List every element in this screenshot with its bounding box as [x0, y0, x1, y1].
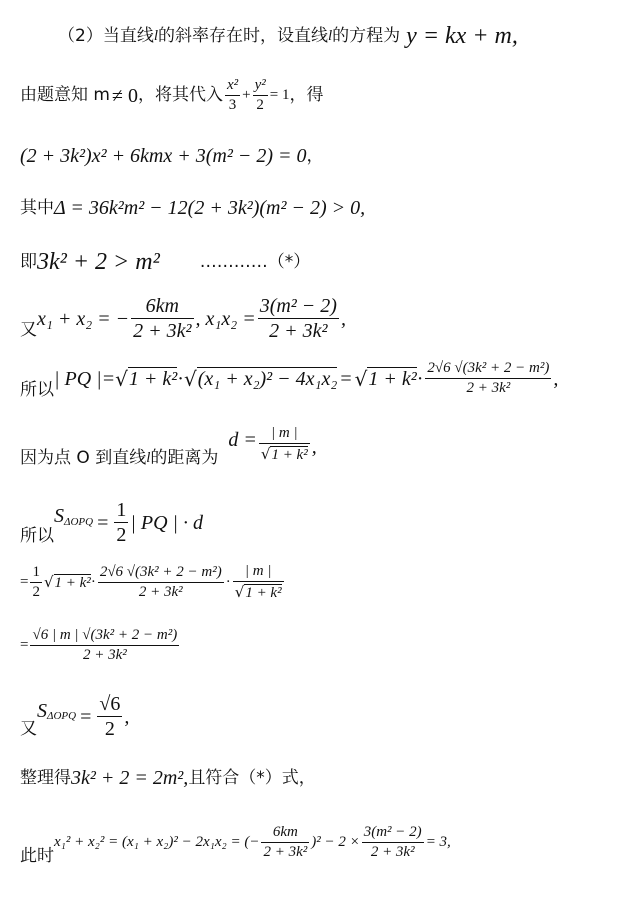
half-den: 2	[116, 524, 127, 546]
line-13	[20, 768, 316, 788]
line-10-dot: ·	[90, 574, 96, 591]
half-num: 1	[116, 499, 127, 521]
line-10-half-den: 2	[32, 584, 40, 601]
area-sub: ΔOPQ	[64, 516, 94, 528]
line-14	[20, 820, 451, 865]
line-1-mid2: 的方程为	[332, 25, 401, 46]
line-10-frac-den: 2 + 3k²	[138, 584, 183, 601]
sum-squares: x₁² + x₂² = (x₁ + x₂)² − 2x₁x₂ = (−	[54, 834, 260, 850]
line-8-mid: 的距离为	[150, 448, 219, 468]
line-3-post: ，	[306, 145, 324, 166]
line-3	[20, 146, 324, 166]
vieta-product: , x₁x₂ =	[195, 307, 256, 330]
relation-equation: 3k² + 2 = 2m²,	[71, 767, 189, 789]
line-10-frac	[98, 565, 224, 600]
line-4-pre: 其中	[20, 197, 54, 218]
area-value-den: 2	[104, 718, 115, 740]
vieta-sum-frac	[131, 296, 193, 341]
line-2	[20, 78, 323, 113]
star-label: …………（*）	[199, 251, 311, 272]
ellipse-y-num: y²	[253, 78, 268, 96]
vieta-product-num: 3(m² − 2)	[259, 295, 337, 317]
inequality-star: 3k² + 2 > m²	[37, 249, 160, 275]
line-10-dist-num: | m |	[233, 564, 284, 582]
ellipse-x-num: x²	[225, 78, 240, 96]
line-7-comma: ,	[553, 367, 559, 390]
vieta-sum-num: 6km	[131, 296, 193, 319]
area-S: S	[54, 504, 64, 527]
line-11-frac	[30, 628, 179, 663]
line-10-sqrt: 1 + k²	[54, 575, 91, 591]
line-9-pre: 所以	[20, 526, 54, 546]
vieta-product-den: 2 + 3k²	[269, 320, 328, 342]
ellipse-term-x	[225, 78, 240, 113]
line-10-frac-num: 2√6 √(3k² + 2 − m²)	[98, 565, 224, 583]
line-9	[20, 500, 203, 545]
area-sub-2: ΔOPQ	[47, 710, 77, 722]
line-8	[20, 426, 317, 467]
area-S-2: S	[37, 699, 47, 722]
sum-squares-frac-2	[362, 825, 424, 860]
sqrt-1: 1 + k²	[128, 368, 178, 390]
chord-num: 2√6 √(3k² + 2 − m²)	[425, 361, 551, 379]
dot-1: ·	[177, 367, 184, 390]
line-7: 所以 | PQ |= √ 1 + k² · √ (x₁ + x₂)² − 4x₁x₂ = √ 1 + k² · $\frac{\text{2√6 √(3k² + 2 − m²)}}{\text{2 + 3k²}}$ ,	[20, 360, 559, 400]
distance-num: | m |	[259, 426, 310, 444]
chord-length: | PQ |=	[54, 367, 116, 390]
line-1-mid: 的斜率存在时，设直线	[158, 25, 328, 46]
quadratic-equation: (2 + 3k²)x² + 6kmx + 3(m² − 2) = 0	[20, 145, 307, 167]
chord-frac	[425, 361, 551, 396]
distance-frac	[259, 426, 310, 464]
line-2-pre: 由题意知 m	[20, 85, 110, 105]
dot-2: ·	[416, 367, 424, 390]
line-5-pre: 即	[20, 251, 37, 272]
line-12-pre: 又	[20, 719, 37, 739]
eq-1: =	[340, 367, 352, 390]
line-10-dot2: ·	[225, 574, 231, 591]
distance-den: √1 + k²	[260, 444, 308, 463]
sqrt-3: 1 + k²	[368, 368, 417, 390]
line-10-half-num: 1	[30, 565, 42, 583]
line-4	[20, 198, 365, 218]
line-11-den: 2 + 3k²	[82, 647, 127, 663]
line-8-l: l	[146, 450, 151, 466]
line-5	[20, 250, 310, 274]
ellipse-y-den: 2	[256, 97, 264, 113]
sum-squares-result: = 3,	[425, 834, 451, 850]
area-eq-2: =	[80, 705, 92, 728]
discriminant: Δ = 36k²m² − 12(2 + 3k²)(m² − 2) > 0,	[54, 197, 366, 219]
sum-squares-mid: )² − 2 ×	[311, 834, 360, 850]
area-value-frac	[97, 694, 122, 739]
sum-squares-f2-num: 3(m² − 2)	[362, 825, 424, 843]
sqrt-2: (x₁ + x₂)² − 4x₁x₂	[197, 368, 338, 390]
line-2-ne: ≠ 0	[111, 84, 138, 107]
line-1-l1: l	[153, 27, 158, 44]
line-10-dist	[233, 564, 284, 602]
line-11-eq: =	[20, 637, 29, 653]
line-6	[20, 296, 346, 341]
ellipse-x-den: 3	[228, 97, 237, 113]
vieta-sum-den: 2 + 3k²	[133, 320, 192, 342]
area-eq: =	[97, 511, 109, 534]
sum-squares-frac-1	[261, 825, 309, 860]
sum-squares-f1-num: 6km	[261, 825, 309, 843]
line-14-pre: 此时	[20, 846, 54, 866]
line-10-dist-sqrt: 1 + k²	[245, 585, 282, 601]
line-12	[20, 694, 129, 739]
line-10-half	[30, 565, 42, 600]
line-13-post: 且符合（*）式，	[188, 767, 316, 788]
ellipse-plus: +	[242, 87, 251, 103]
sum-squares-f1-den: 2 + 3k²	[263, 844, 308, 860]
vieta-product-frac	[258, 296, 339, 341]
distance-d: d =	[228, 428, 257, 451]
line-equation: y = kx + m,	[406, 23, 518, 49]
line-6-comma: ,	[340, 307, 346, 330]
area-value-num: √6	[99, 693, 121, 715]
line-12-comma: ,	[124, 705, 130, 728]
line-11	[20, 628, 181, 663]
ellipse-eq: = 1	[269, 87, 290, 103]
line-8-comma: ,	[311, 435, 317, 458]
chord-den: 2 + 3k²	[466, 380, 511, 396]
line-10-eq: =	[20, 574, 29, 591]
line-1-l2: l	[328, 27, 333, 44]
sum-squares-f2-den: 2 + 3k²	[370, 844, 415, 860]
line-6-pre: 又	[20, 320, 37, 340]
distance-den-sqrt: 1 + k²	[271, 446, 308, 463]
line-11-num: √6 | m | √(3k² + 2 − m²)	[30, 628, 179, 646]
ellipse-term-y	[253, 78, 268, 113]
line-8-pre: 因为点 O 到直线	[20, 448, 147, 468]
line-7-pre: 所以	[20, 380, 54, 400]
line-1-text: （2）当直线	[58, 25, 154, 46]
line-2-mid: ，将其代入	[137, 85, 223, 105]
line-13-pre: 整理得	[20, 767, 71, 788]
line-1	[58, 24, 518, 48]
half-frac	[114, 500, 128, 545]
line-10-dist-den: √1 + k²	[234, 583, 282, 601]
vieta-sum: x₁ + x₂ = −	[37, 307, 130, 330]
area-rest: | PQ | · d	[130, 511, 204, 534]
line-10: = $\frac{1}{2}$ √ 1 + k² · $\frac{\text{2√6 √(3k² + 2 − m²)}}{\text{2 + 3k²}}$ · $\frac{| m |}{\text{√1 + k²}}$	[20, 563, 282, 601]
line-2-post: ，得	[289, 85, 324, 105]
